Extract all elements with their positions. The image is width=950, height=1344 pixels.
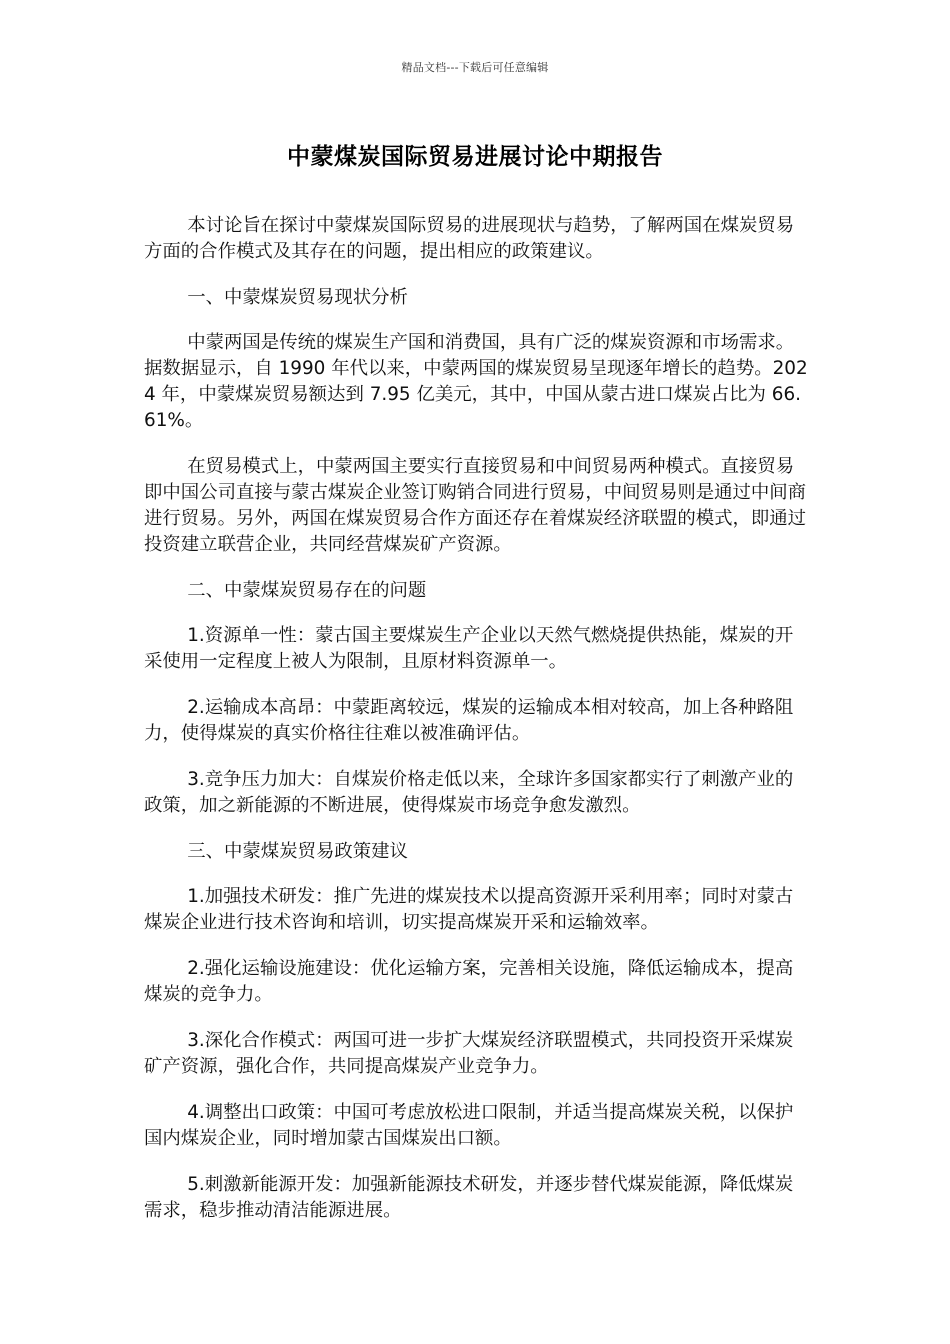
document-body [144,213,808,1244]
document-title: 中蒙煤炭国际贸易进展讨论中期报告 [287,144,663,170]
list-item: 2.强化运输设施建设：优化运输方案，完善相关设施，降低运输成本，提高煤炭的竞争力。 [144,958,794,1005]
list-item: 3.竞争压力加大：自煤炭价格走低以来，全球许多国家都实行了刺激产业的政策，加之新能源的不断进展，使得煤炭市场竞争愈发激烈。 [144,769,794,816]
section-heading-1: 一、中蒙煤炭贸易现状分析 [187,287,408,308]
list-item: 4.调整出口政策：中国可考虑放松进口限制，并适当提高煤炭关税，以保护国内煤炭企业，同时增加蒙古国煤炭出口额。 [144,1102,794,1149]
section-heading-3: 三、中蒙煤炭贸易政策建议 [187,841,408,862]
intro-paragraph: 本讨论旨在探讨中蒙煤炭国际贸易的进展现状与趋势，了解两国在煤炭贸易方面的合作模式及其存在的问题，提出相应的政策建议。 [144,215,795,262]
list-item: 3.深化合作模式：两国可进一步扩大煤炭经济联盟模式，共同投资开采煤炭矿产资源，强化合作，共同提高煤炭产业竞争力。 [144,1030,794,1077]
list-item: 1.资源单一性：蒙古国主要煤炭生产企业以天然气燃烧提供热能，煤炭的开采使用一定程度上被人为限制，且原材料资源单一。 [144,625,794,672]
list-item: 2.运输成本高昂：中蒙距离较远，煤炭的运输成本相对较高，加上各种路阻力，使得煤炭的真实价格往往难以被准确评估。 [144,697,794,744]
list-item: 5.刺激新能源开发：加强新能源技术研发，并逐步替代煤炭能源，降低煤炭需求，稳步推动清洁能源进展。 [144,1174,794,1221]
list-item: 1.加强技术研发：推广先进的煤炭技术以提高资源开采利用率；同时对蒙古煤炭企业进行技术咨询和培训，切实提高煤炭开采和运输效率。 [144,886,794,933]
section-heading-2: 二、中蒙煤炭贸易存在的问题 [187,580,427,601]
header-note: 精品文档---下载后可任意编辑 [401,61,549,74]
body-paragraph: 在贸易模式上，中蒙两国主要实行直接贸易和中间贸易两种模式。直接贸易即中国公司直接与蒙古煤炭企业签订购销合同进行贸易，中间贸易则是通过中间商进行贸易。另外，两国在煤炭贸易合作方面还存在着煤炭经济联盟的模式，即通过投资建立联营企业，共同经营煤炭矿产资源。 [144,456,807,555]
body-paragraph: 中蒙两国是传统的煤炭生产国和消费国，具有广泛的煤炭资源和市场需求。据数据显示，自 1990 年代以来，中蒙两国的煤炭贸易呈现逐年增长的趋势。2024 年，中蒙煤炭贸易额达到 7.95 亿美元，其中，中国从蒙古进口煤炭占比为 66.61%。 [144,332,808,431]
